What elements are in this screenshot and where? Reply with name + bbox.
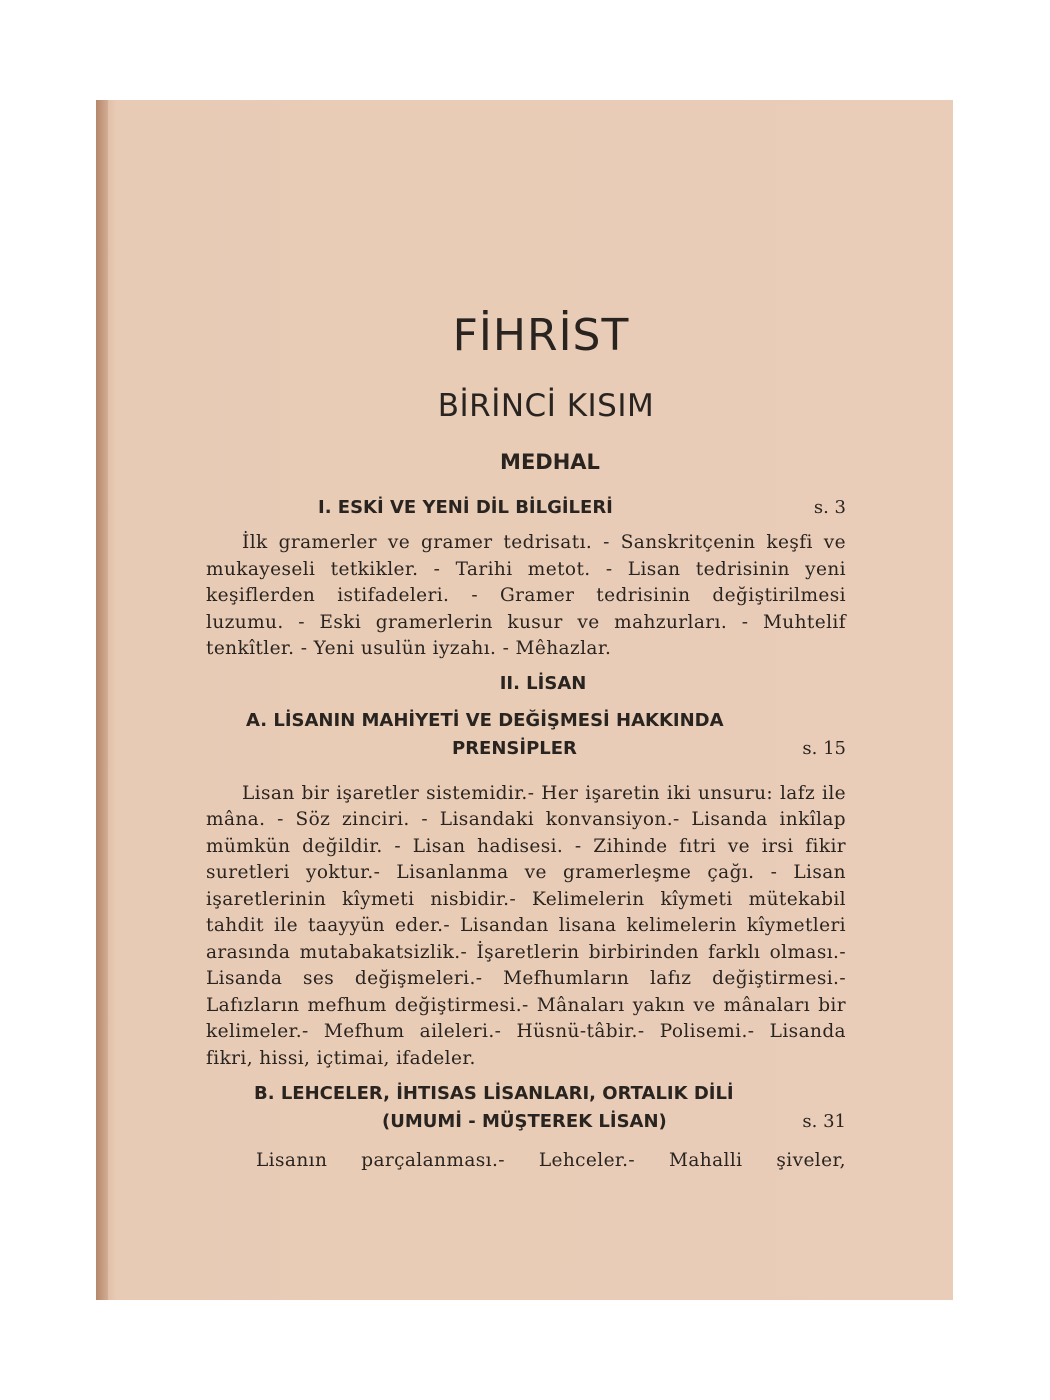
subsection-summary-a: Lisan bir işaretler sistemidir.- Her işaretin iki unsuru: lafz ile mâna. - Söz zinciri. - Lisandaki konvansiyon.- Lisanda inkîlap mümkün değildir. - Lisan hadisesi. - Zihinde fıtri ve irsi fikir suretleri yoktur.- Lisanlanma ve gramerleşme çağı. - Lisan işaretlerinin kîymeti nisbidir.- Kelimelerin kîymeti mütekabil tahdit ile taayyün eder.- Lisandan lisana kelimelerin kîymetleri arasında mutabakatsizlik.- İşaretlerin birbirinden farklı olması.- Lisanda ses değişmeleri.- Mefhumların lafız değiştirmesi.- Lafızların mefhum değiştirmesi.- Mânaları yakın ve mânaları bir kelimeler.- Mefhum aileleri.- Hüsnü-tâbir.- Polisemi.- Lisanda fikri, hissi, içtimai, ifadeler. [206,782,846,1069]
word: Lehceler.- [538,1150,636,1171]
subsection-title-line1: B. LEHCELER, İHTISAS LİSANLARI, ORTALIK DİLİ [254,1083,734,1104]
intro-heading: MEDHAL [500,450,600,474]
subsection-heading-b [206,1080,846,1136]
section-heading-1 [206,496,846,520]
subsection-title-line2: PRENSİPLER [452,737,577,759]
subsection-heading-a [206,707,846,763]
page-spine-edge [96,100,108,1300]
section-heading-2: II. LİSAN [499,672,587,694]
word: parçalanması.- [361,1150,505,1171]
word: Lisanın [256,1150,328,1171]
page-reference: s. 15 [802,737,846,759]
word: Mahalli [669,1150,743,1171]
subsection-title-line2: (UMUMİ - MÜŞTEREK LİSAN) [382,1111,667,1132]
section-summary-1: İlk gramerler ve gramer tedrisatı. - Sanskritçenin keşfi ve mukayeseli tetkikler. - Tarihi metot. - Lisan tedrisinin yeni keşiflerden istifadeleri. - Gramer tedrisinin değiştirilmesi luzumu. - Eski gramerlerin kusur ve mahzurları. - Muhtelif tenkîtler. - Yeni usulün iyzahı. - Mêhazlar. [206,532,846,659]
page-title: FİHRİST [452,310,630,361]
index-content [206,308,846,1175]
subsection-summary-b [206,1148,846,1175]
subsection-title-line1: A. LİSANIN MAHİYETİ VE DEĞİŞMESİ HAKKINDA [246,709,724,731]
book-page [96,100,953,1300]
part-heading: BİRİNCİ KISIM [437,388,655,424]
section-title: I. ESKİ VE YENİ DİL BİLGİLERİ [318,497,613,518]
page-reference: s. 31 [802,1111,846,1132]
page-reference: s. 3 [813,497,846,518]
word: şiveler, [776,1150,846,1171]
